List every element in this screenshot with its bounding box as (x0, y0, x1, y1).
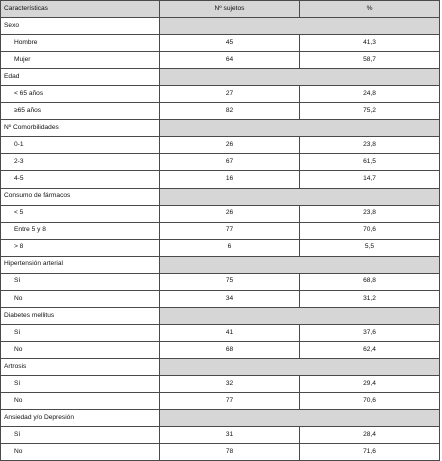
group-separator (160, 307, 440, 324)
table-row (1, 239, 440, 256)
row-percent: 75,2 (300, 103, 440, 120)
row-count: 26 (160, 205, 300, 222)
group-title: Nº Comorbilidades (1, 120, 160, 137)
row-count: 27 (160, 86, 300, 103)
group-title: Ansiedad y/o Depresión (1, 410, 160, 427)
row-label: ≥65 años (1, 103, 160, 120)
table-row (1, 290, 440, 307)
row-label: No (1, 393, 160, 410)
group-separator (160, 69, 440, 86)
row-percent: 23,8 (300, 137, 440, 154)
row-count: 6 (160, 239, 300, 256)
row-percent: 71,6 (300, 444, 440, 461)
row-label: 0-1 (1, 137, 160, 154)
group-title: Artrosis (1, 358, 160, 375)
table-row (1, 324, 440, 341)
group-separator (160, 410, 440, 427)
group-title: Diabetes mellitus (1, 307, 160, 324)
group-title: Edad (1, 69, 160, 86)
row-label: Hombre (1, 35, 160, 52)
header-characteristics: Características (1, 1, 160, 18)
table-row (1, 427, 440, 444)
table-row (1, 154, 440, 171)
row-percent: 58,7 (300, 52, 440, 69)
group-separator (160, 120, 440, 137)
row-percent: 28,4 (300, 427, 440, 444)
group-separator (160, 256, 440, 273)
row-count: 77 (160, 393, 300, 410)
row-count: 78 (160, 444, 300, 461)
row-label: Mujer (1, 52, 160, 69)
table-row (1, 171, 440, 188)
row-label: Sí (1, 427, 160, 444)
group-separator (160, 18, 440, 35)
group-header-row (1, 18, 440, 35)
row-label: Sí (1, 324, 160, 341)
row-count: 31 (160, 427, 300, 444)
row-count: 68 (160, 341, 300, 358)
row-percent: 37,6 (300, 324, 440, 341)
group-title: Hipertensión arterial (1, 256, 160, 273)
group-header-row (1, 188, 440, 205)
row-percent: 70,6 (300, 222, 440, 239)
row-count: 32 (160, 376, 300, 393)
row-label: No (1, 290, 160, 307)
row-count: 45 (160, 35, 300, 52)
row-label: No (1, 444, 160, 461)
table-row (1, 222, 440, 239)
table-body (1, 1, 440, 461)
table-row (1, 86, 440, 103)
row-percent: 62,4 (300, 341, 440, 358)
group-header-row (1, 256, 440, 273)
group-header-row (1, 120, 440, 137)
row-percent: 5,5 (300, 239, 440, 256)
row-label: Sí (1, 376, 160, 393)
table-row (1, 205, 440, 222)
table-row (1, 273, 440, 290)
row-count: 26 (160, 137, 300, 154)
table-row (1, 52, 440, 69)
row-label: Entre 5 y 8 (1, 222, 160, 239)
table-row (1, 444, 440, 461)
row-count: 16 (160, 171, 300, 188)
row-label: < 65 años (1, 86, 160, 103)
row-percent: 23,8 (300, 205, 440, 222)
row-percent: 41,3 (300, 35, 440, 52)
row-label: 2-3 (1, 154, 160, 171)
row-count: 64 (160, 52, 300, 69)
row-percent: 31,2 (300, 290, 440, 307)
row-label: > 8 (1, 239, 160, 256)
header-percent: % (300, 1, 440, 18)
table-row (1, 341, 440, 358)
row-count: 67 (160, 154, 300, 171)
row-percent: 29,4 (300, 376, 440, 393)
group-header-row (1, 69, 440, 86)
group-title: Consumo de fármacos (1, 188, 160, 205)
row-label: 4-5 (1, 171, 160, 188)
row-percent: 61,5 (300, 154, 440, 171)
row-count: 34 (160, 290, 300, 307)
header-subjects: Nº sujetos (160, 1, 300, 18)
table-row (1, 35, 440, 52)
group-header-row (1, 358, 440, 375)
row-label: No (1, 341, 160, 358)
row-count: 77 (160, 222, 300, 239)
row-count: 41 (160, 324, 300, 341)
table-row (1, 376, 440, 393)
row-percent: 68,8 (300, 273, 440, 290)
row-count: 75 (160, 273, 300, 290)
row-count: 82 (160, 103, 300, 120)
table-row (1, 103, 440, 120)
group-separator (160, 358, 440, 375)
row-percent: 24,8 (300, 86, 440, 103)
group-title: Sexo (1, 18, 160, 35)
group-header-row (1, 307, 440, 324)
table-row (1, 137, 440, 154)
row-label: Sí (1, 273, 160, 290)
group-header-row (1, 410, 440, 427)
row-label: < 5 (1, 205, 160, 222)
table-header-row (1, 1, 440, 18)
table-row (1, 393, 440, 410)
row-percent: 70,6 (300, 393, 440, 410)
row-percent: 14,7 (300, 171, 440, 188)
group-separator (160, 188, 440, 205)
